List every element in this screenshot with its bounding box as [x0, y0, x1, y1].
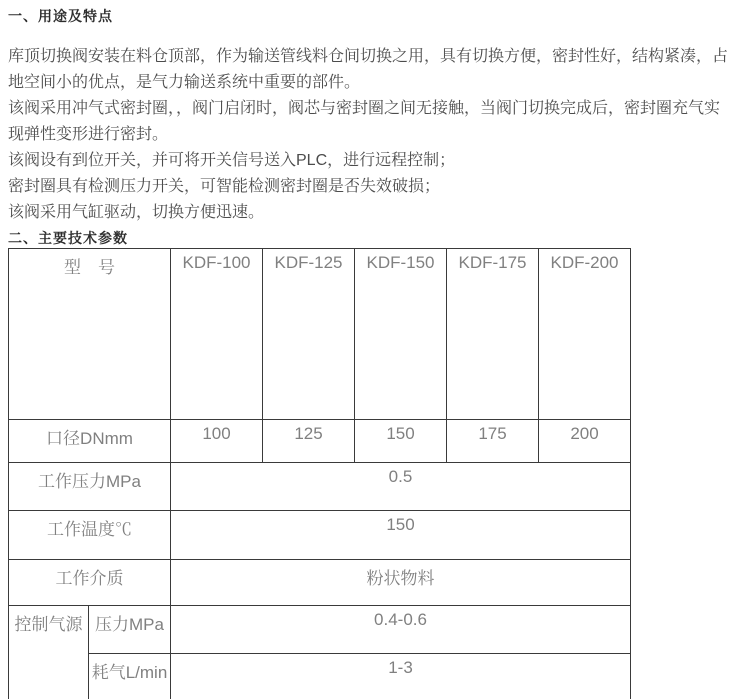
control-consumption-value-cell: 1-3 [171, 654, 631, 699]
intro-line: 现弹性变形进行密封。 [8, 126, 169, 143]
control-consumption-label-cell: 耗气L/min [89, 654, 171, 699]
medium-value-cell: 粉状物料 [171, 560, 631, 606]
model-cell: KDF-175 [447, 249, 539, 420]
dn-value-cell: 175 [447, 420, 539, 463]
table-row-header [9, 249, 631, 420]
table-row-dn [9, 420, 631, 463]
model-cell: KDF-200 [539, 249, 631, 420]
spec-table [8, 248, 631, 699]
temperature-label-cell: 工作温度℃ [9, 511, 171, 560]
intro-line: 该阀设有到位开关，并可将开关信号送入PLC，进行远程控制； [8, 152, 456, 169]
pressure-value-cell: 0.5 [171, 463, 631, 511]
table-row-control-consumption [9, 654, 631, 699]
intro-line: 该阀采用气缸驱动，切换方便迅速。 [8, 204, 265, 221]
pressure-label-cell: 工作压力MPa [9, 463, 171, 511]
dn-value-cell: 125 [263, 420, 355, 463]
dn-label-cell: 口径DNmm [9, 420, 171, 463]
table-row-temperature [9, 511, 631, 560]
temperature-value-cell: 150 [171, 511, 631, 560]
intro-paragraphs [8, 44, 730, 226]
table-row-pressure [9, 463, 631, 511]
model-cell: KDF-100 [171, 249, 263, 420]
dn-value-cell: 100 [171, 420, 263, 463]
dn-value-cell: 200 [539, 420, 631, 463]
intro-line: 该阀采用冲气式密封圈，，阀门启闭时，阀芯与密封圈之间无接触，当阀门切换完成后，密封圈充气实 [8, 100, 721, 117]
control-pressure-label-cell: 压力MPa [89, 606, 171, 654]
control-source-label-cell: 控制气源 [9, 606, 89, 699]
intro-line: 地空间小的优点，是气力输送系统中重要的部件。 [8, 74, 361, 91]
model-cell: KDF-150 [355, 249, 447, 420]
medium-label-cell: 工作介质 [9, 560, 171, 606]
section1-heading: 一、用途及特点 [8, 8, 113, 24]
section2-heading: 二、主要技术参数 [8, 230, 128, 246]
intro-line: 库顶切换阀安装在料仓顶部，作为输送管线料仓间切换之用，具有切换方便，密封性好，结构紧凑，占 [8, 48, 729, 65]
dn-value-cell: 150 [355, 420, 447, 463]
model-cell: KDF-125 [263, 249, 355, 420]
table-row-control-pressure [9, 606, 631, 654]
model-label-cell: 型 号 [9, 249, 171, 420]
control-pressure-value-cell: 0.4-0.6 [171, 606, 631, 654]
table-row-medium [9, 560, 631, 606]
intro-line: 密封圈具有检测压力开关，可智能检测密封圈是否失效破损； [8, 178, 441, 195]
